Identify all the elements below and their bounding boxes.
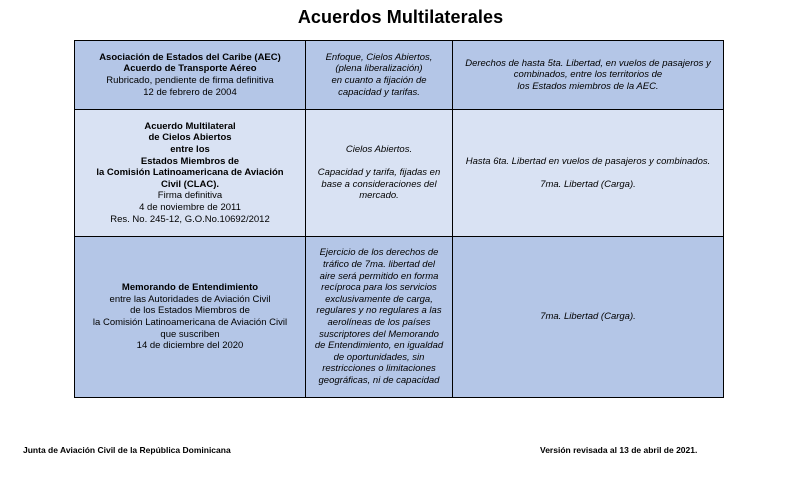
rights-line: los Estados miembros de la AEC. (517, 80, 659, 92)
approach-line: suscriptores del Memorando (319, 328, 439, 340)
approach-line: de Entendimiento, en igualdad (314, 340, 444, 352)
rights-line: combinados, entre los territorios de (513, 69, 663, 81)
rights-cell (453, 41, 724, 110)
table-row (75, 41, 724, 110)
line-spacer (312, 156, 446, 168)
agreement-detail-line: 14 de diciembre del 2020 (136, 340, 244, 352)
agreement-detail-line: 12 de febrero de 2004 (143, 86, 237, 98)
approach-line: capacidad y tarifas. (338, 86, 420, 98)
footer-revision-date: Versión revisada al 13 de abril de 2021. (540, 445, 698, 455)
agreement-detail-line: 4 de noviembre de 2011 (139, 201, 241, 213)
agreement-cell (75, 237, 306, 398)
approach-line: geográficas, ni de capacidad (318, 374, 440, 386)
line-spacer (459, 167, 717, 179)
rights-line: Derechos de hasta 5ta. Libertad, en vuelos de pasajeros y (465, 57, 711, 69)
approach-line: mercado. (359, 190, 399, 202)
rights-cell (453, 110, 724, 237)
approach-line: Enfoque, Cielos Abiertos, (325, 51, 433, 63)
approach-line: Ejercicio de los derechos de (319, 247, 439, 259)
approach-cell (306, 41, 453, 110)
agreement-name-line: Civil (CLAC). (160, 178, 220, 190)
agreement-name-line: Memorando de Entendimiento (121, 282, 259, 294)
agreement-cell (75, 110, 306, 237)
approach-line: base a consideraciones del (321, 178, 437, 190)
agreement-cell (75, 41, 306, 110)
agreement-detail-line: Rubricado, pendiente de firma definitiva (106, 75, 274, 86)
agreement-detail-line: entre las Autoridades de Aviación Civil (109, 293, 271, 305)
agreement-name-line: entre los (170, 144, 210, 156)
agreement-name-line: la Comisión Latinoamericana de Aviación (96, 167, 284, 179)
approach-line: regulares y no regulares a las (316, 305, 442, 317)
approach-line: Capacidad y tarifa, fijadas en (317, 167, 441, 179)
rights-line: Hasta 6ta. Libertad en vuelos de pasajeros y combinados. (465, 155, 711, 167)
agreement-name-line: Acuerdo Multilateral (144, 120, 236, 132)
approach-line: aire será permitido en forma (319, 270, 439, 282)
agreement-detail-line: que suscriben (160, 328, 220, 340)
agreement-name-line: Asociación de Estados del Caribe (AEC) (99, 51, 281, 63)
table-row (75, 237, 724, 398)
agreement-name-line: Acuerdo de Transporte Aéreo (123, 63, 257, 75)
footer-organization: Junta de Aviación Civil de la República Dominicana (23, 445, 231, 455)
approach-line: en cuanto a fijación de (331, 75, 427, 86)
approach-line: recíproca para los servicios (321, 282, 437, 294)
rights-line: 7ma. Libertad (Carga). (540, 311, 636, 323)
agreement-detail-line: de los Estados Miembros de (130, 305, 250, 317)
approach-cell (306, 237, 453, 398)
rights-line: 7ma. Libertad (Carga). (540, 178, 636, 190)
approach-line: aerolíneas de los países (327, 317, 431, 328)
agreements-table (74, 40, 724, 398)
page-title: Acuerdos Multilaterales (297, 7, 504, 27)
approach-line: Cielos Abiertos. (345, 144, 413, 156)
approach-line: (plena liberalización) (335, 63, 423, 75)
agreement-detail-line: Firma definitiva (157, 190, 223, 202)
agreement-name-line: Estados Miembros de (140, 155, 240, 167)
agreement-detail-line: la Comisión Latinoamericana de Aviación Civil (92, 317, 288, 328)
rights-cell (453, 237, 724, 398)
approach-line: tráfico de 7ma. libertad del (323, 259, 435, 271)
approach-cell (306, 110, 453, 237)
table-row (75, 110, 724, 237)
agreement-name-line: de Cielos Abiertos (148, 132, 232, 144)
approach-line: exclusivamente de carga, (325, 293, 433, 305)
agreement-detail-line: Res. No. 245-12, G.O.No.10692/2012 (110, 213, 270, 225)
approach-line: de oportunidades, sin (333, 351, 425, 363)
approach-line: restricciones o limitaciones (322, 363, 436, 375)
